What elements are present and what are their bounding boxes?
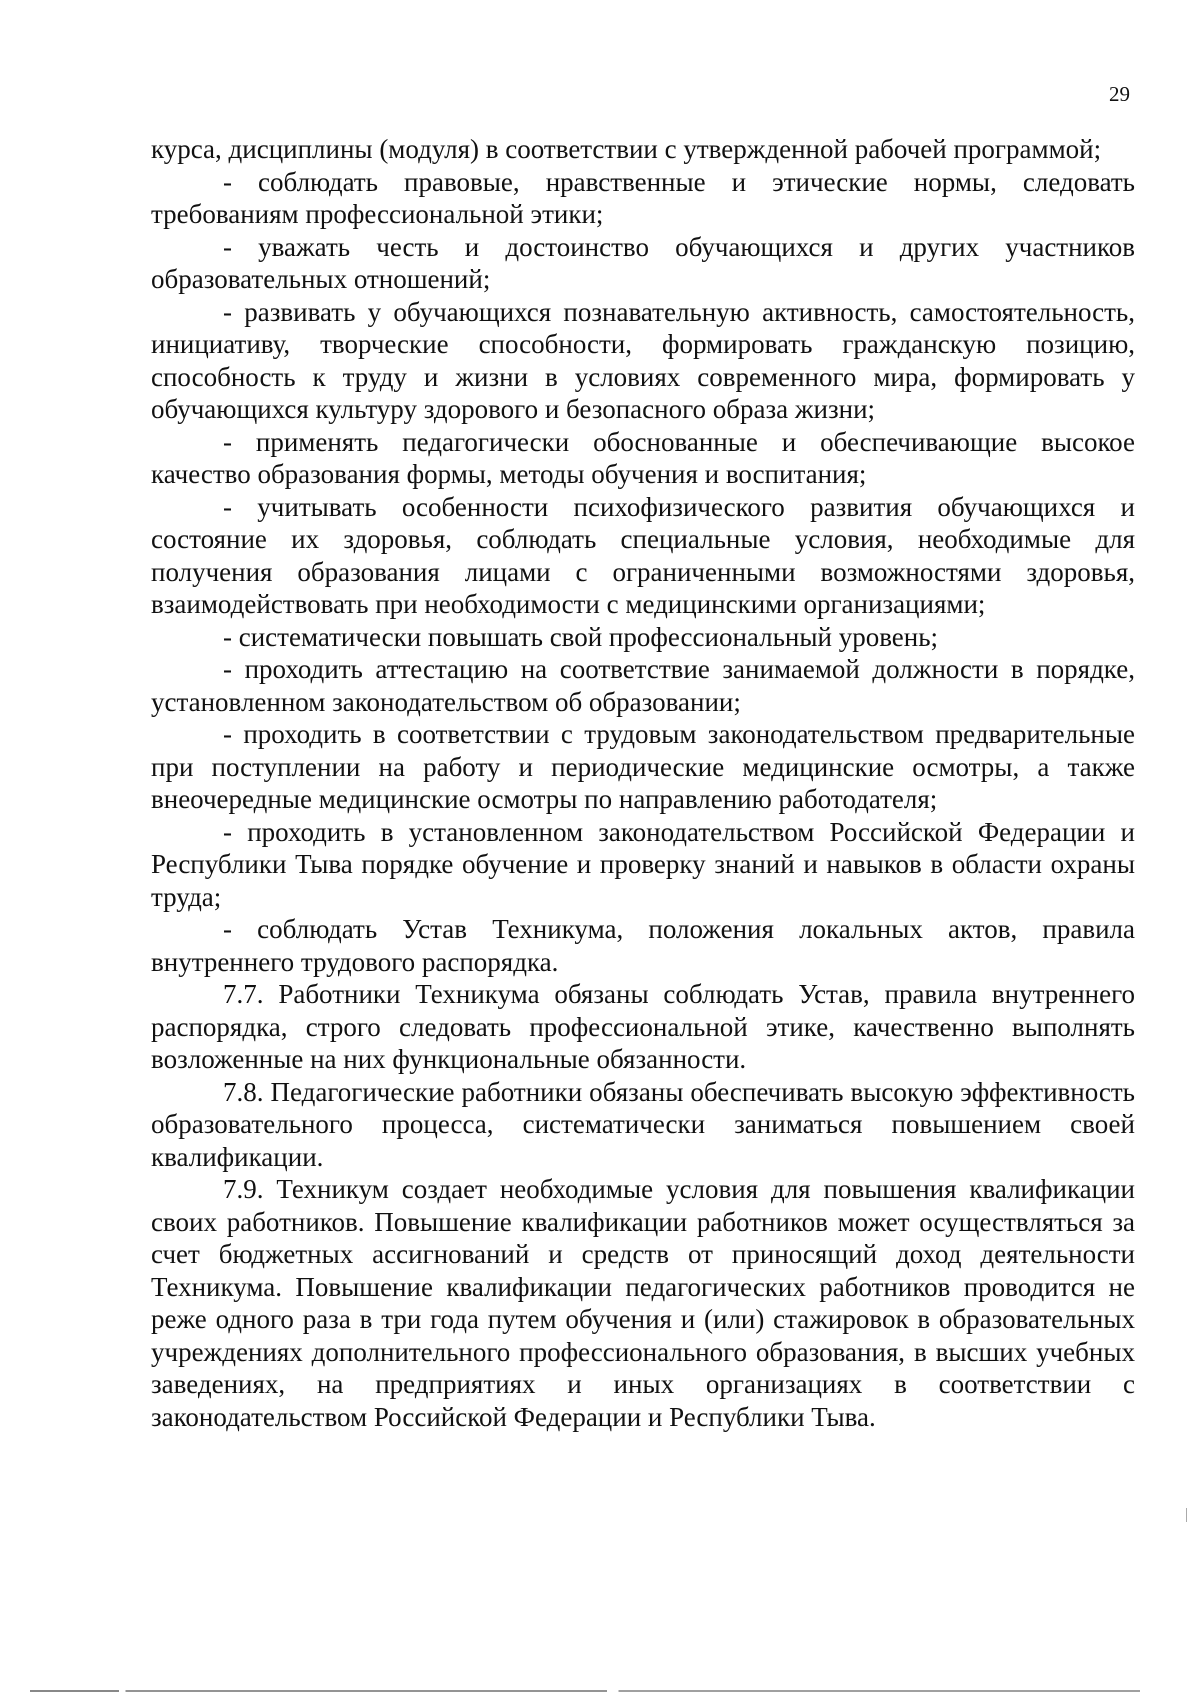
- paragraph-continuation: курса, дисциплины (модуля) в соответствии с утвержденной рабочей программой;: [151, 134, 1102, 164]
- page-number: 29: [1109, 82, 1130, 106]
- paragraph-duty-ethics: - соблюдать правовые, нравственные и этические нормы, следовать требованиям профессиональной этики;: [151, 166, 1135, 229]
- paragraph-duty-medical: - проходить в соответствии с трудовым законодательством предварительные при поступлении на работу и периодические медицинские осмотры, а также внеочередные медицинские осмотры по направлению работодателя;: [151, 719, 1135, 814]
- paragraph-duty-respect: - уважать честь и достоинство обучающихся и других участников образовательных отношений;: [151, 231, 1135, 294]
- paragraph-duty-attestation: - проходить аттестацию на соответствие занимаемой должности в порядке, установленном законодательством об образовании;: [151, 654, 1135, 717]
- paragraph-7-8: 7.8. Педагогические работники обязаны обеспечивать высокую эффективность образовательного процесса, систематически заниматься повышением своей квалификации.: [151, 1076, 1135, 1172]
- paragraph-duty-special-needs: - учитывать особенности психофизического развития обучающихся и состояние их здоровья, соблюдать специальные условия, необходимые для получения образования лицами с ограниченными возможностями здоровья, взаимодействовать при необходимости с медицинскими организациями;: [151, 491, 1135, 619]
- scan-artifact-line: [30, 1690, 1140, 1692]
- scan-artifact-mark: [1186, 1508, 1187, 1522]
- paragraph-duty-qualification: - систематически повышать свой профессиональный уровень;: [223, 621, 939, 652]
- paragraph-7-7: 7.7. Работники Техникума обязаны соблюдать Устав, правила внутреннего распорядка, строго следовать профессиональной этике, качественно выполнять возложенные на них функциональные обязанности.: [151, 979, 1135, 1074]
- paragraph-duty-charter: - соблюдать Устав Техникума, положения локальных актов, правила внутреннего трудового распорядка.: [151, 914, 1135, 977]
- paragraph-duty-methods: - применять педагогически обоснованные и обеспечивающие высокое качество образования формы, методы обучения и воспитания;: [151, 426, 1135, 489]
- paragraph-duty-labor-safety: - проходить в установленном законодательством Российской Федерации и Республики Тыва порядке обучение и проверку знаний и навыков в области охраны труда;: [151, 816, 1135, 912]
- paragraph-7-9: 7.9. Техникум создает необходимые условия для повышения квалификации своих работников. Повышение квалификации работников может осуществляться за счет бюджетных ассигнований и средств от приносящий доход деятельности Техникума. Повышение квалификации педагогических работников проводится не реже одного раза в три года путем обучения и (или) стажировок в образовательных учреждениях дополнительного профессионального образования, в высших учебных заведениях, на предприятиях и иных организациях в соответствии с законодательством Российской Федерации и Республики Тыва.: [151, 1174, 1135, 1432]
- document-body: [151, 133, 1135, 1433]
- paragraph-duty-develop: - развивать у обучающихся познавательную активность, самостоятельность, инициативу, творческие способности, формировать гражданскую позицию, способность к труду и жизни в условиях современного мира, формировать у обучающихся культуру здорового и безопасного образа жизни;: [151, 296, 1135, 424]
